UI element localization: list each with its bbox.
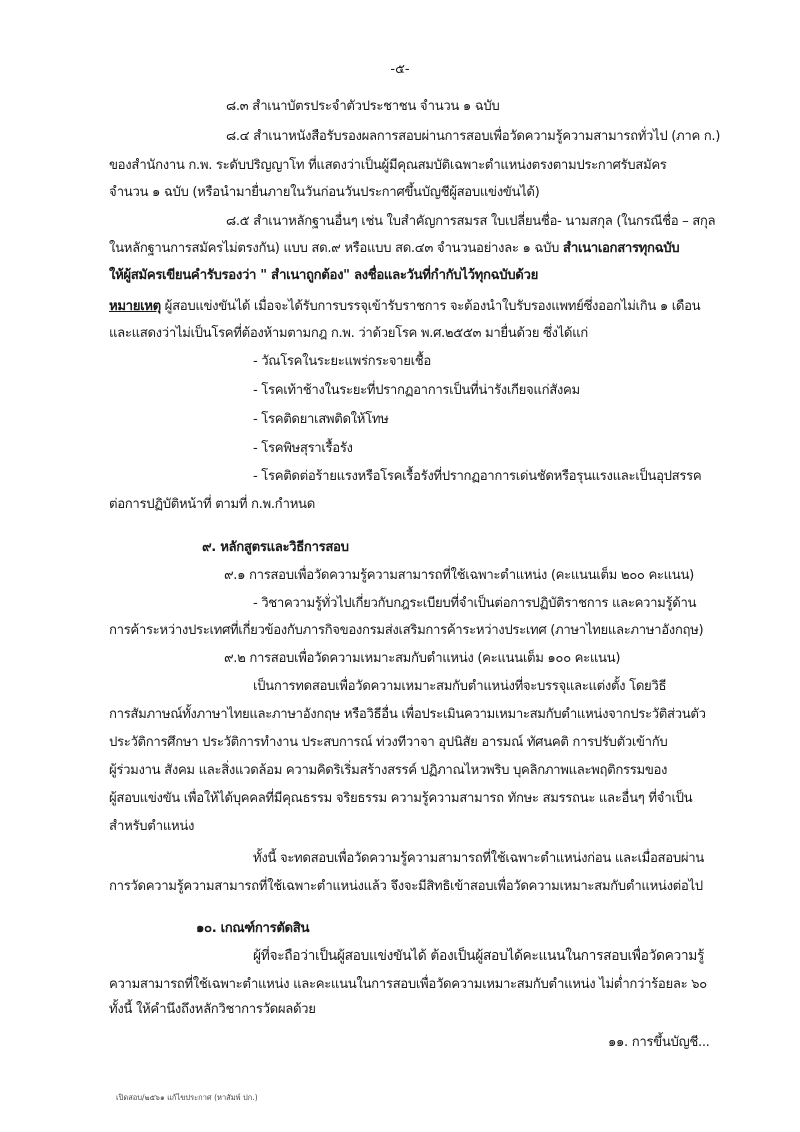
section-9-heading: ๙. หลักสูตรและวิธีการสอบ — [202, 540, 349, 555]
disease-item-2: - โรคเท้าช้างในระยะที่ปรากฏอาการเป็นที่น่ารังเกียจแก่สังคม — [253, 383, 580, 398]
page-number: -๕- — [390, 62, 410, 77]
item-9-2-desc-3: ประวัติการศึกษา ประวัติการทำงาน ประสบการณ์ ท่วงทีวาจา อุปนิสัย อารมณ์ ทัศนคติ การปรับตัวเข้ากับ — [109, 735, 668, 750]
disease-item-5: - โรคติดต่อร้ายแรงหรือโรคเรื้อรังที่ปรากฏอาการเด่นชัดหรือรุนแรงและเป็นอุปสรรค — [253, 469, 702, 484]
section-9-note-2: การวัดความรู้ความสามารถที่ใช้เฉพาะตำแหน่งแล้ว จึงจะมีสิทธิเข้าสอบเพื่อวัดความเหมาะสมกับตำแหน่งต่อไป — [109, 879, 703, 894]
item-9-2-desc-5: ผู้สอบแข่งขัน เพื่อให้ได้บุคคลที่มีคุณธรรม จริยธรรม ความรู้ความสามารถ ทักษะ สมรรถนะ และอื่นๆ ที่จำเป็น — [109, 791, 693, 806]
disease-item-5-cont: ต่อการปฏิบัติหน้าที่ ตามที่ ก.พ.กำหนด — [109, 497, 315, 512]
footer-note: เปิดสอบ/๒๕๖๑ แก้ไขประกาศ (หาสัมพ์ ปก.) — [116, 1093, 258, 1102]
note-label: หมายเหตุ — [109, 299, 161, 314]
item-8-4-cont-2: จำนวน ๑ ฉบับ (หรือนำมายื่นภายในวันก่อนวันประกาศขึ้นบัญชีผู้สอบแข่งขันได้) — [109, 185, 540, 200]
item-9-1: ๙.๑ การสอบเพื่อวัดความรู้ความสามารถที่ใช้เฉพาะตำแหน่ง (คะแนนเต็ม ๒๐๐ คะแนน) — [224, 568, 694, 583]
next-page-continuation: ๑๑. การขึ้นบัญชี... — [608, 1035, 710, 1050]
item-9-2-desc-6: สำหรับตำแหน่ง — [109, 819, 195, 834]
item-8-5-bold: สำเนาเอกสารทุกฉบับ — [562, 241, 680, 256]
item-8-5: ๘.๕ สำเนาหลักฐานอื่นๆ เช่น ใบสำคัญการสมรส ใบเปลี่ยนชื่อ- นามสกุล (ในกรณีชื่อ – สกุล — [226, 214, 716, 229]
note-line-1 — [109, 297, 700, 317]
disease-item-1: - วัณโรคในระยะแพร่กระจายเชื้อ — [253, 354, 431, 369]
note-text: ผู้สอบแข่งขันได้ เมื่อจะได้รับการบรรจุเข้ารับราชการ จะต้องนำใบรับรองแพทย์ซึ่งออกไม่เกิน ๑ เดือน — [160, 299, 701, 314]
item-8-4-cont-1: ของสำนักงาน ก.พ. ระดับปริญญาโท ที่แสดงว่าเป็นผู้มีคุณสมบัติเฉพาะตำแหน่งตรงตามประกาศรับสมัคร — [109, 158, 667, 173]
item-9-2-desc-2: การสัมภาษณ์ทั้งภาษาไทยและภาษาอังกฤษ หรือวิธีอื่น เพื่อประเมินความเหมาะสมกับตำแหน่งจากประวัติส่วนตัว — [109, 707, 706, 722]
disease-item-4: - โรคพิษสุราเรื้อรัง — [253, 441, 353, 456]
item-8-4: ๘.๔ สำเนาหนังสือรับรองผลการสอบผ่านการสอบเพื่อวัดความรู้ความสามารถทั่วไป (ภาค ก.) — [226, 129, 721, 144]
item-9-2-desc-1: เป็นการทดสอบเพื่อวัดความเหมาะสมกับตำแหน่งที่จะบรรจุและแต่งตั้ง โดยวิธี — [253, 679, 667, 694]
note-line-2: และแสดงว่าไม่เป็นโรคที่ต้องห้ามตามกฎ ก.พ. ว่าด้วยโรค พ.ศ.๒๕๕๓ มายื่นด้วย ซึ่งได้แก่ — [109, 326, 588, 341]
item-9-1-desc: - วิชาความรู้ทั่วไปเกี่ยวกับกฎระเบียบที่จำเป็นต่อการปฏิบัติราชการ และความรู้ด้าน — [253, 596, 697, 611]
section-10-heading: ๑๐. เกณฑ์การตัดสิน — [196, 921, 310, 936]
item-8-5-cont-2: ให้ผู้สมัครเขียนคำรับรองว่า " สำเนาถูกต้อง" ลงชื่อและวันที่กำกับไว้ทุกฉบับด้วย — [109, 268, 538, 283]
disease-item-3: - โรคติดยาเสพติดให้โทษ — [253, 412, 389, 427]
section-9-note-1: ทั้งนี้ จะทดสอบเพื่อวัดความรู้ความสามารถที่ใช้เฉพาะตำแหน่งก่อน และเมื่อสอบผ่าน — [253, 851, 704, 866]
item-9-2: ๙.๒ การสอบเพื่อวัดความเหมาะสมกับตำแหน่ง (คะแนนเต็ม ๑๐๐ คะแนน) — [224, 651, 621, 666]
item-8-5-cont-1 — [109, 239, 679, 259]
item-9-2-desc-4: ผู้ร่วมงาน สังคม และสิ่งแวดล้อม ความคิดริเริ่มสร้างสรรค์ ปฏิภาณไหวพริบ บุคลิกภาพและพฤติกรรมของ — [109, 763, 668, 778]
item-8-3: ๘.๓ สำเนาบัตรประจำตัวประชาชน จำนวน ๑ ฉบับ — [226, 99, 500, 114]
item-9-1-desc-cont: การค้าระหว่างประเทศที่เกี่ยวข้องกับภารกิจของกรมส่งเสริมการค้าระหว่างประเทศ (ภาษาไทยและภาษาอังกฤษ) — [109, 623, 704, 638]
section-10-text-2: ความสามารถที่ใช้เฉพาะตำแหน่ง และคะแนนในการสอบเพื่อวัดความเหมาะสมกับตำแหน่ง ไม่ต่ำกว่าร้อยละ ๖๐ — [109, 977, 707, 992]
section-10-text-1: ผู้ที่จะถือว่าเป็นผู้สอบแข่งขันได้ ต้องเป็นผู้สอบได้คะแนนในการสอบเพื่อวัดความรู้ — [253, 948, 705, 964]
item-8-5-text: ในหลักฐานการสมัครไม่ตรงกัน) แบบ สด.๙ หรือแบบ สด.๔๓ จำนวนอย่างละ ๑ ฉบับ — [109, 241, 563, 256]
section-10-text-3: ทั้งนี้ ให้คำนึงถึงหลักวิชาการวัดผลด้วย — [109, 1002, 316, 1017]
